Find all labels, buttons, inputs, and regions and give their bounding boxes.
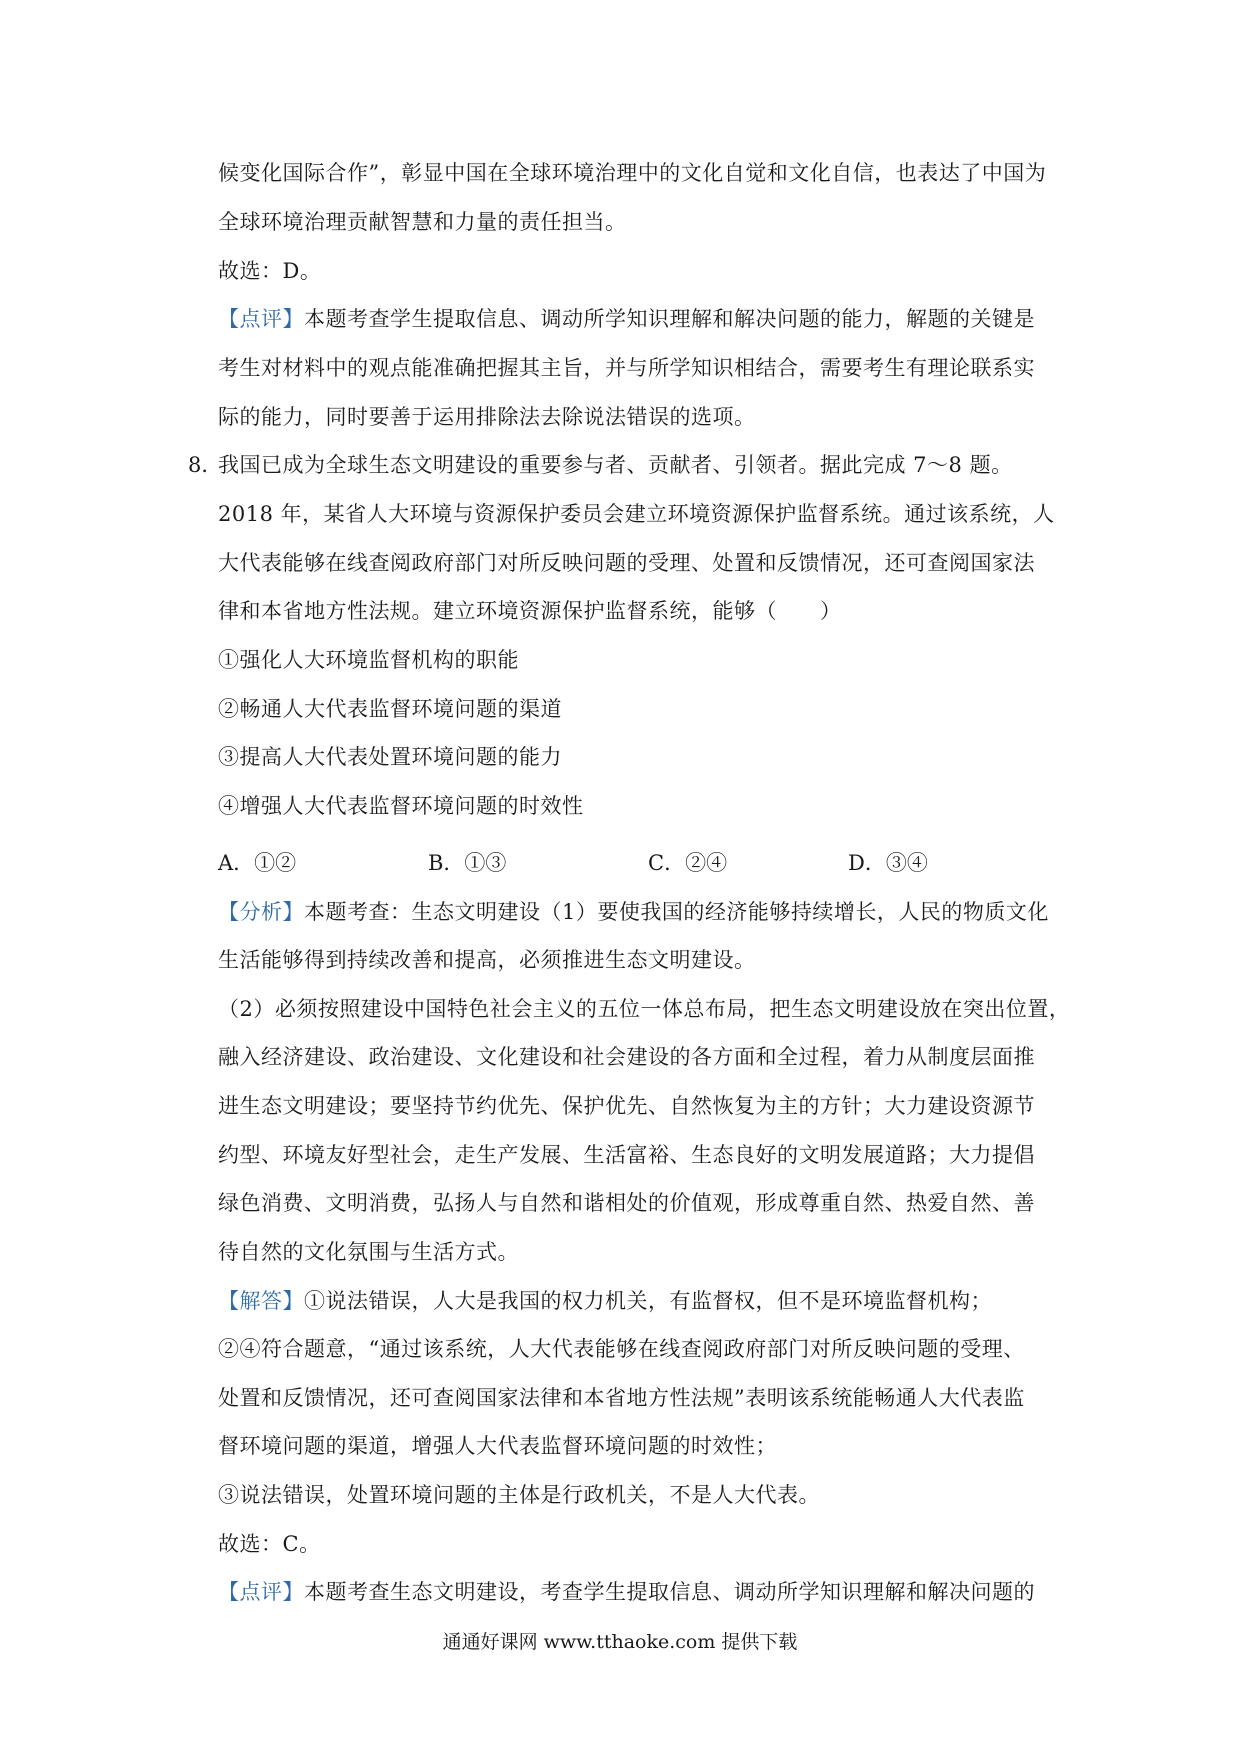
statement-item: ②畅通人大代表监督环境问题的渠道 <box>218 697 562 721</box>
analysis-line <box>218 897 1049 927</box>
analysis-line: 绿色消费、文明消费，弘扬人与自然和谐相处的价值观，形成尊重自然、热爱自然、善 <box>218 1191 1035 1215</box>
statement-item: ③提高人大代表处置环境问题的能力 <box>218 745 562 769</box>
question-stem-line: 2018 年，某省人大环境与资源保护委员会建立环境资源保护监督系统。通过该系统，人 <box>218 502 1055 526</box>
paragraph-line: 候变化国际合作”，彰显中国在全球环境治理中的文化自觉和文化自信，也表达了中国为 <box>218 161 1047 185</box>
option-d: D．③④ <box>848 851 928 875</box>
solution-line: 督环境问题的渠道，增强人大代表监督环境问题的时效性； <box>218 1434 777 1458</box>
solution-line: ②④符合题意，“通过该系统，人大代表能够在线查阅政府部门对所反映问题的受理、 <box>218 1337 1025 1361</box>
solution-line <box>218 1286 992 1316</box>
comment-line <box>218 304 1035 334</box>
solution-tag: 【解答】 <box>218 1289 304 1313</box>
comment-tag: 【点评】 <box>218 307 304 331</box>
solution-text: ①说法错误，人大是我国的权力机关，有监督权，但不是环境监督机构； <box>304 1289 992 1313</box>
comment-line <box>218 1577 1035 1607</box>
analysis-line: （2）必须按照建设中国特色社会主义的五位一体总布局，把生态文明建设放在突出位置， <box>218 997 1071 1021</box>
analysis-line: 融入经济建设、政治建设、文化建设和社会建设的各方面和全过程，着力从制度层面推 <box>218 1045 1035 1069</box>
comment-tag: 【点评】 <box>218 1580 304 1604</box>
answer-line: 故选：C。 <box>218 1532 321 1556</box>
comment-line: 考生对材料中的观点能准确把握其主旨，并与所学知识相结合，需要考生有理论联系实 <box>218 356 1035 380</box>
paragraph-line: 全球环境治理贡献智慧和力量的责任担当。 <box>218 210 627 234</box>
comment-text: 本题考查生态文明建设，考查学生提取信息、调动所学知识理解和解决问题的 <box>304 1580 1035 1604</box>
option-c: C．②④ <box>648 851 728 875</box>
question-stem-line: 大代表能够在线查阅政府部门对所反映问题的受理、处置和反馈情况，还可查阅国家法 <box>218 551 1035 575</box>
analysis-tag: 【分析】 <box>218 900 304 924</box>
statement-item: ①强化人大环境监督机构的职能 <box>218 648 519 672</box>
answer-line: 故选：D。 <box>218 259 322 283</box>
analysis-line: 生活能够得到持续改善和提高，必须推进生态文明建设。 <box>218 948 756 972</box>
option-b: B．①③ <box>428 851 507 875</box>
comment-text: 本题考查学生提取信息、调动所学知识理解和解决问题的能力，解题的关键是 <box>304 307 1035 331</box>
analysis-text: 本题考查：生态文明建设（1）要使我国的经济能够持续增长，人民的物质文化 <box>304 900 1049 924</box>
solution-line: 处置和反馈情况，还可查阅国家法律和本省地方性法规”表明该系统能畅通人大代表监 <box>218 1386 1025 1410</box>
solution-line: ③说法错误，处置环境问题的主体是行政机关，不是人大代表。 <box>218 1483 820 1507</box>
comment-line: 际的能力，同时要善于运用排除法去除说法错误的选项。 <box>218 405 756 429</box>
analysis-line: 进生态文明建设；要坚持节约优先、保护优先、自然恢复为主的方针；大力建设资源节 <box>218 1094 1035 1118</box>
question-number: 8． <box>188 453 223 477</box>
page-footer: 通通好课网 www.tthaoke.com 提供下载 <box>442 1631 798 1653</box>
question-stem-line: 律和本省地方性法规。建立环境资源保护监督系统，能够（ ） <box>218 599 842 623</box>
analysis-line: 待自然的文化氛围与生活方式。 <box>218 1240 519 1264</box>
option-a: A．①② <box>218 851 297 875</box>
analysis-line: 约型、环境友好型社会，走生产发展、生活富裕、生态良好的文明发展道路；大力提倡 <box>218 1143 1035 1167</box>
statement-item: ④增强人大代表监督环境问题的时效性 <box>218 794 584 818</box>
question-intro: 我国已成为全球生态文明建设的重要参与者、贡献者、引领者。据此完成 7～8 题。 <box>218 453 1013 477</box>
